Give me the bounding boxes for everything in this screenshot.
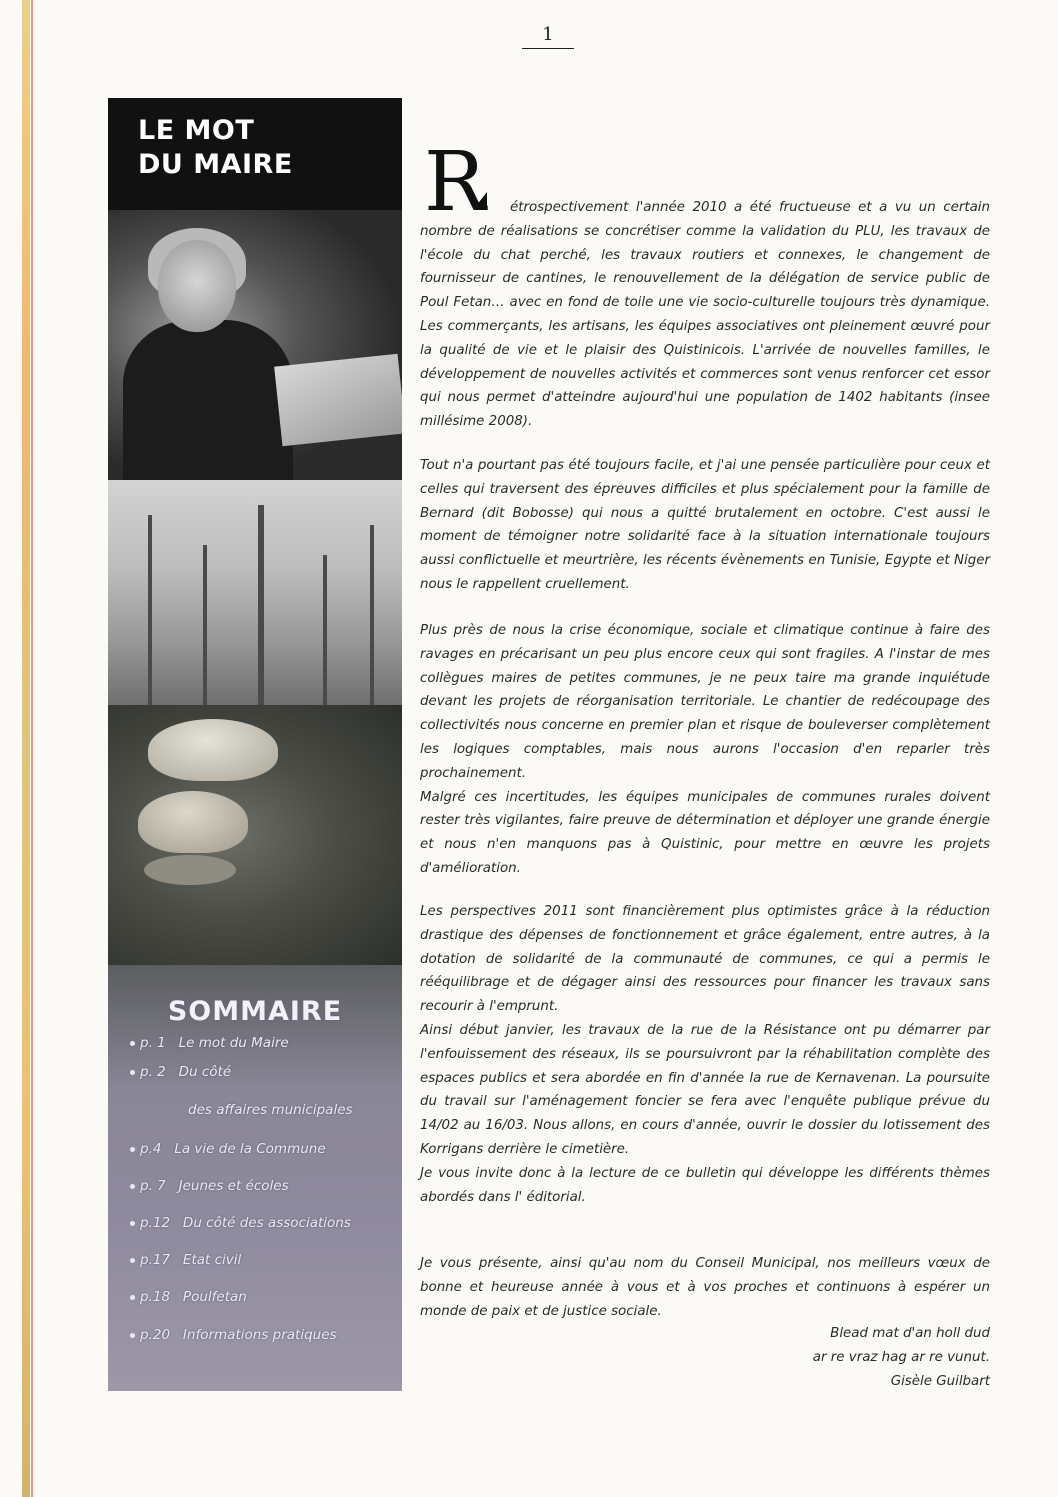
page-edge-strip	[22, 0, 30, 1497]
bullet-icon	[130, 1041, 135, 1046]
toc-label: Etat civil	[182, 1252, 242, 1268]
toc-item[interactable]	[188, 1102, 353, 1118]
toc-page: p.17	[140, 1252, 171, 1268]
paragraph-text: Plus près de nous la crise économique, sociale et climatique continue à faire des ravages en précarisant un peu plus encore ceux qui sont fragiles. A l'instar de mes collègues maires de petites communes, je ne peux taire ma grande inquiétude devant les projets de réorganisation territoriale. Le chantier de redécoupage des collectivités nous concerne en premier plan et risque de bouleverser complètement les logiques comptables, mais nous aurons l'occasion d'en reparler très prochainement.	[420, 623, 990, 781]
toc-label: Informations pratiques	[182, 1327, 337, 1343]
toc-label: Du côté	[178, 1064, 232, 1080]
mushroom-cap	[144, 855, 236, 885]
tree	[203, 545, 207, 705]
portrait-body	[123, 320, 293, 480]
bullet-icon	[130, 1184, 135, 1189]
toc-item[interactable]	[130, 1215, 351, 1231]
paragraph-text: Je vous invite donc à la lecture de ce bulletin qui développe les différents thèmes abordés dans l' éditorial.	[420, 1165, 990, 1205]
paragraph-text: Ainsi début janvier, les travaux de la rue de la Résistance ont pu démarrer par l'enfouissement des réseaux, ils se poursuivront par la réhabilitation complète des espaces publics et sera abordée en fin d'année la rue de Kernavenan. La poursuite du travail sur l'aménagement foncier se fera avec l'enquête publique prévue du 14/02 au 16/03. Nous allons, en cours d'année, ouvrir le dossier du lotissement des Korrigans derrière le cimetière.	[420, 1022, 990, 1157]
signature-line: ar re vraz hag ar re vunut.	[812, 1350, 990, 1365]
paragraph-text: Tout n'a pourtant pas été toujours facile, et j'ai une pensée particulière pour ceux et celles qui traversent des épreuves difficiles et plus spécialement pour la famille de Bernard (dit Bobosse) qui nous a quitté brutalement en octobre. C'est aussi le moment de témoigner notre solidarité face à la situation internationale toujours aussi conflictuelle et meurtrière, les récents évènements en Tunisie, Egypte et Niger nous le rappellent cruellement.	[420, 458, 990, 592]
mushroom-photo	[108, 705, 402, 965]
paragraph-text: étrospectivement l'année 2010 a été fructueuse et a vu un certain nombre de réalisations se concrétiser comme la validation du PLU, les travaux de l'école du chat perché, les travaux routiers et connexes, le changement de fournisseur de cantines, le renouvellement de la délégation de service public de Poul Fetan… avec en fond de toile une vie socio-culturelle toujours très dynamique. Les commerçants, les artisans, les équipes associatives ont pleinement œuvré pour la qualité de vie et le plaisir des Quistinicois. L'arrivée de nouvelles familles, le développement de nouvelles activités et commerces sont venus renforcer cet essor qui nous permet d'atteindre aujourd'hui une population de 1402 habitants (insee millésime 2008).	[420, 200, 990, 430]
mushroom-cap	[148, 719, 278, 781]
toc-label: Du côté des associations	[182, 1215, 351, 1231]
title-line-1: LE MOT	[138, 115, 255, 146]
signature-block	[700, 1322, 990, 1394]
paragraph	[420, 454, 990, 597]
toc-label: des affaires municipales	[188, 1102, 353, 1118]
mushroom-cap	[138, 791, 248, 853]
portrait-papers	[274, 354, 402, 447]
signature-line: Blead mat d'an holl dud	[830, 1326, 990, 1341]
toc-item[interactable]	[130, 1035, 289, 1051]
toc-label: Le mot du Maire	[178, 1035, 289, 1051]
tree	[148, 515, 152, 705]
toc-item[interactable]	[130, 1064, 231, 1080]
paragraph-text: Je vous présente, ainsi qu'au nom du Conseil Municipal, nos meilleurs vœux de bonne et heureuse année à vous et à vos proches et continuons à espérer un monde de paix et de justice sociale.	[420, 1256, 990, 1319]
paragraph	[420, 1252, 990, 1323]
paragraph-text: Les perspectives 2011 sont financièrement plus optimistes grâce à la réduction drastique des dépenses de fonctionnement et grâce également, entre autres, à la dotation de solidarité de la communauté de communes, ce qui a permis le rééquilibrage et de dégager ainsi des ressources pour financer les travaux sans recourir à l'emprunt.	[420, 904, 990, 1015]
toc-page: p.4	[140, 1141, 162, 1157]
page-title	[138, 114, 293, 182]
drop-cap: R	[424, 135, 486, 230]
toc-item[interactable]	[130, 1178, 289, 1194]
paragraph	[420, 196, 990, 434]
toc-page: p.12	[140, 1215, 171, 1231]
tree	[258, 505, 264, 705]
signature-name: Gisèle Guilbart	[890, 1374, 990, 1389]
toc-item[interactable]	[130, 1252, 241, 1268]
paragraph-text: Malgré ces incertitudes, les équipes municipales de communes rurales doivent rester très vigilantes, faire preuve de détermination et déployer une grande énergie et nous n'en manquons pas à Quistinic, pour mettre en œuvre les projets d'amélioration.	[420, 789, 990, 876]
tree	[323, 555, 327, 705]
paragraph	[420, 619, 990, 881]
bullet-icon	[130, 1333, 135, 1338]
paragraph	[420, 900, 990, 1209]
page-number: 1	[522, 24, 574, 49]
toc-page: p. 7	[140, 1178, 166, 1194]
bullet-icon	[130, 1221, 135, 1226]
toc-label: Poulfetan	[182, 1289, 247, 1305]
toc-item[interactable]	[130, 1327, 337, 1343]
toc-label: Jeunes et écoles	[178, 1178, 289, 1194]
toc-item[interactable]	[130, 1289, 247, 1305]
toc-page: p. 1	[140, 1035, 166, 1051]
tree	[370, 525, 374, 705]
title-box	[108, 98, 402, 210]
bullet-icon	[130, 1258, 135, 1263]
toc-page: p. 2	[140, 1064, 166, 1080]
sidebar	[108, 98, 402, 1391]
title-line-2: DU MAIRE	[138, 149, 293, 180]
toc-page: p.18	[140, 1289, 171, 1305]
toc-page: p.20	[140, 1327, 171, 1343]
winter-landscape-photo	[108, 480, 402, 705]
page-edge-line	[31, 0, 33, 1497]
bullet-icon	[130, 1295, 135, 1300]
bullet-icon	[130, 1147, 135, 1152]
mayor-portrait-photo	[108, 210, 402, 480]
toc-label: La vie de la Commune	[174, 1141, 326, 1157]
bullet-icon	[130, 1070, 135, 1075]
toc-item[interactable]	[130, 1141, 326, 1157]
portrait-face	[158, 240, 236, 332]
sommaire-title: SOMMAIRE	[167, 996, 343, 1027]
